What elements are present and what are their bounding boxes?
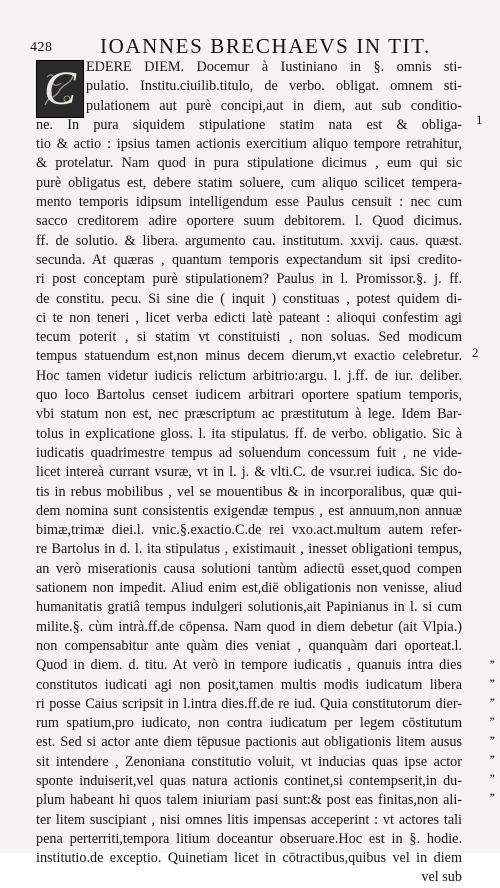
text-line: tolus in explicatione gloss. l. ita stipulatus. ff. de verbo. obligatio. Sic à	[36, 425, 462, 442]
text-line: sationem non impedit. Aliud enim est,diē obligationis non venisse, aliud	[36, 580, 462, 597]
quotation-mark: ,,	[489, 764, 494, 779]
text-line: milite.§. cùm intrà.ff.de cōpensa. Nam quod in diem debetur (ait Vlpia.)	[36, 618, 462, 635]
text-line: ri posse Caius scripsit in l.intra dies.ff.de re iud. Quia constitutorum dier-	[36, 695, 462, 712]
quotation-mark: ,,	[489, 707, 494, 722]
text-line: secunda. At quæras , quantum temporis expectandum sit ipsi credito-	[36, 251, 462, 268]
text-line: licet intereà currant vsuræ, vt in l. j. & vlti.C. de vsur.rei iudica. Sic do-	[36, 464, 462, 481]
text-line: pulatio. Institu.ciuilib.titulo, de verbo. obligat. omnem sti-	[86, 78, 462, 95]
catchword: vel sub	[421, 869, 462, 886]
text-line: sponte induiserit,vel quas natura actionis continet,si contempserit,in du-	[36, 772, 462, 789]
text-line: dem nomina sunt consistentis exigendæ tempus , est annuum,non annuæ	[36, 502, 462, 519]
text-line: ri post conceptam purè stipulationem? Paulus in l. Promissor.§. j. ff.	[36, 271, 462, 288]
quotation-mark: ,,	[489, 688, 494, 703]
text-line: ci te non teneri , licet verba edicti latè pateant : alioqui confestim agi	[36, 309, 462, 326]
text-line: institutio.de exceptio. Quinetiam licet in cōtractibus,quibus vel in diem	[36, 850, 462, 867]
text-line: ne. In pura siquidem stipulatione statim nata est & obliga-	[36, 116, 462, 133]
text-line: non compensabitur ante quàm dies veniat , quanquàm dari oporteat.l.	[36, 637, 462, 654]
text-line: iudicatis quadrimestre tempus ad soluendum concessum fuit , ne vide-	[36, 444, 462, 461]
body-text	[36, 58, 462, 888]
text-line: & protelatur. Nam quod in pura stipulatione dicimus , eum qui sic	[36, 155, 462, 172]
text-line: EDERE DIEM. Docemur à Iustiniano in §. omnis sti-	[86, 59, 462, 75]
text-line: tecum poterit , si statim vt constituisti , non soluas. Sed modicum	[36, 329, 462, 346]
text-line: Hoc tamen videtur iudicis relictum arbitrio:argu. l. j.ff. de iur. deliber.	[36, 367, 462, 384]
text-line: Quod in diem. d. titu. At verò in tempore iudicatis , quanuis intra dies	[36, 657, 462, 674]
running-head: IOANNES BRECHAEVS IN TIT.	[100, 34, 431, 58]
page-header	[30, 34, 470, 58]
text-line: sacco creditorem adire oportere suum debitorem. l. Quod dicimus.	[36, 213, 462, 230]
text-line: tio & actio : ipsius tamen actionis exercitium aliquo tempore retrahitur,	[36, 136, 462, 153]
margin-note: 2	[472, 345, 479, 360]
text-line: rum spatium,pro iudicato, non contra iudicatum per legem cōstitutum	[36, 715, 462, 732]
initial-letter: C	[43, 62, 76, 115]
quotation-mark: ,,	[489, 650, 494, 665]
text-line: mento temporis idipsum intelligendum esse Paulus censuit : nec cum	[36, 194, 462, 211]
text-line: plum habeant hi quos talem iniuriam pasi sunt:& post eas finitas,non ali-	[36, 792, 462, 809]
text-line: ff. de solutio. & libera. argumento cau. institutum. xxvij. caus. quæst.	[36, 232, 462, 249]
text-line: ter litem suscipiant , nisi omnes litis impensas acceperint : vt actores tali	[36, 811, 462, 828]
text-line: bimæ,trimæ diei.l. vnic.§.exactio.C.de rei vxo.act.multum autem refer-	[36, 522, 462, 539]
quotation-mark: ,,	[489, 726, 494, 741]
quotation-mark: ,,	[489, 783, 494, 798]
text-line: re Bartolus in d. l. ita stipulatus , existimauit , inesset obligationi tempus,	[36, 541, 462, 558]
text-line: tis in rebus mobilibus , vel se mouentibus & in incorporalibus, quæ qui-	[36, 483, 462, 500]
text-line: pulationem aut purè concipi,aut in diem, aut sub conditio-	[86, 97, 462, 114]
margin-note: 1	[476, 112, 483, 127]
quotation-mark: ,,	[489, 669, 494, 684]
text-line: tempus statuendum est,non minus decem dierum,vt exactio celebretur.	[36, 348, 462, 365]
text-line: vbi statum non est, nec præscriptum ac præstitutum à lege. Idem Bar-	[36, 406, 462, 423]
text-line: quo loco Bartolus censet iudicem arbitrari oportere spatium temporis,	[36, 387, 462, 404]
page-number: 428	[30, 40, 53, 55]
text-line: sit intendere , Zenoniana constitutio voluit, vt inducias quas ipse actor	[36, 753, 462, 770]
text-line: de constitu. pecu. Si sine die ( inquit ) constituas , potest quidem di-	[36, 290, 462, 307]
text-line: constitutos iudicati agi non posit,tamen multis modis iudicatum libera	[36, 676, 462, 693]
text-line: est. Sed si actor ante diem tēpusue pactionis aut obligationis litem ausus	[36, 734, 462, 751]
text-line: purè obligatus est, debere statim soluere, cum aliquo scilicet tempera-	[36, 174, 462, 191]
text-line: humanitatis gratiâ tempus indulgeri solutionis,ait Papinianus in l. si cum	[36, 599, 462, 616]
text-line: an verò miserationis causa solutioni tantùm adiectū esset,quod compen	[36, 560, 462, 577]
quotation-mark: ,,	[489, 745, 494, 760]
text-line: pena perterriti,tempora litium doceantur obseruare.Hoc est in §. hodie.	[36, 830, 462, 847]
